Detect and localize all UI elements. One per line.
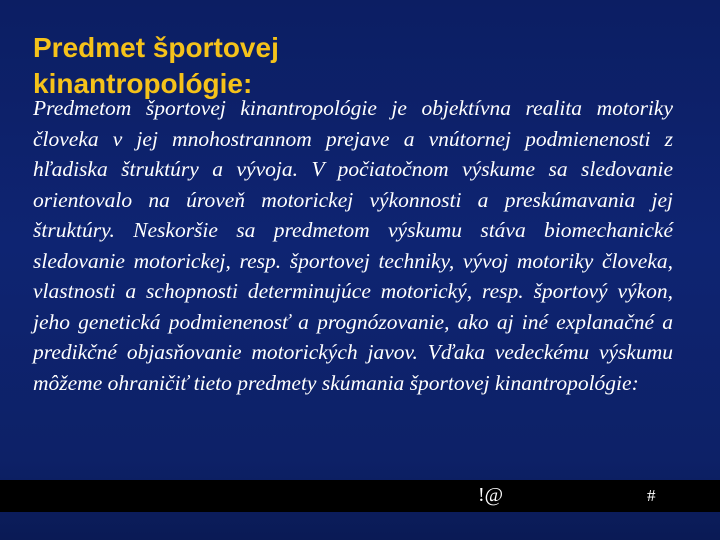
slide-title: Predmet športovej kinantropológie: (33, 32, 279, 99)
footer-middle-text: !@ (478, 484, 504, 506)
body-paragraph: Predmetom športovej kinantropológie je objektívna realita motoriky človeka v jej mnohostrannom prejave a vnútornej podmienenosti z hľadiska štruktúry a vývoja. V počiatočnom výskume sa sledovanie orientovalo na úroveň motorickej výkonnosti a preskúmavania jej štruktúry. Neskoršie sa predmetom výskumu stáva biomechanické sledovanie motorickej, resp. športovej techniky, vývoj motoriky človeka, vlastnosti a schopnosti determinujúce motorický, resp. športový výkon, jeho genetická podmienenosť a prognózovanie, ako aj iné explanačné a predikčné objasňovanie motorických javov. Vďaka vedeckému výskumu môžeme ohraničiť tieto predmety skúmania športovej kinantropológie: (33, 96, 673, 395)
footer-bar (0, 480, 720, 512)
footer-right-text: # (647, 486, 656, 505)
